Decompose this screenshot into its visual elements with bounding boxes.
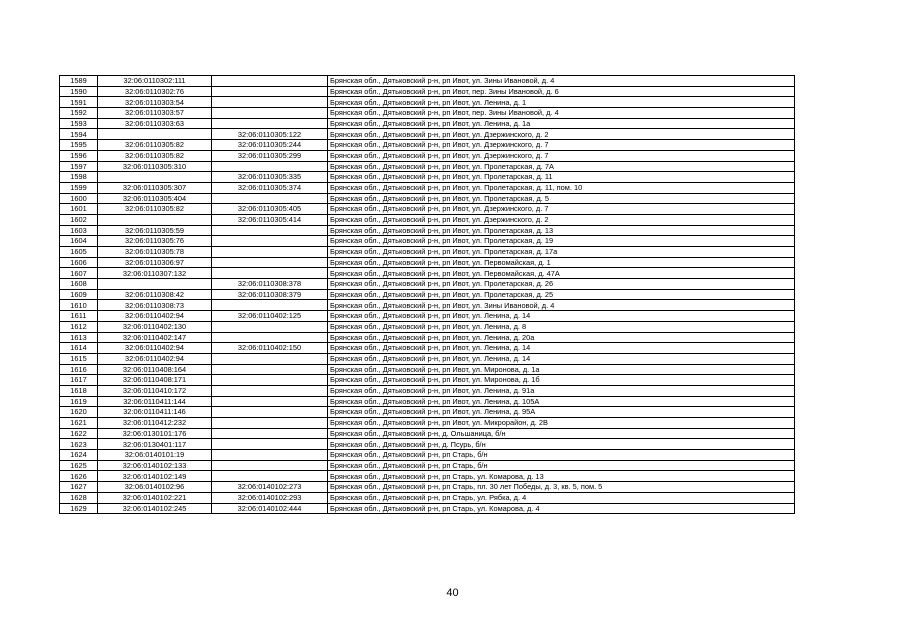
related-cadastral-number-cell bbox=[212, 407, 328, 418]
table-row bbox=[60, 418, 795, 429]
table-row bbox=[60, 129, 795, 140]
cadastral-number-cell: 32:06:0110305:78 bbox=[98, 247, 212, 258]
address-cell: Брянская обл., Дятьковский р-н, рп Ивот, ул. Пролетарская, д. 26 bbox=[328, 279, 795, 290]
table-row bbox=[60, 321, 795, 332]
table-row bbox=[60, 375, 795, 386]
table-row bbox=[60, 108, 795, 119]
cadastral-number-cell: 32:06:0110303:57 bbox=[98, 108, 212, 119]
address-cell: Брянская обл., Дятьковский р-н, рп Ивот, ул. Ленина, д. 95А bbox=[328, 407, 795, 418]
related-cadastral-number-cell bbox=[212, 193, 328, 204]
address-cell: Брянская обл., Дятьковский р-н, д. Псурь, б/н bbox=[328, 439, 795, 450]
related-cadastral-number-cell bbox=[212, 161, 328, 172]
related-cadastral-number-cell bbox=[212, 118, 328, 129]
related-cadastral-number-cell bbox=[212, 76, 328, 87]
address-cell: Брянская обл., Дятьковский р-н, рп Ивот, ул. Ленина, д. 1а bbox=[328, 118, 795, 129]
related-cadastral-number-cell bbox=[212, 247, 328, 258]
address-cell: Брянская обл., Дятьковский р-н, рп Ивот, ул. Пролетарская, д. 5 bbox=[328, 193, 795, 204]
table-row bbox=[60, 471, 795, 482]
address-cell: Брянская обл., Дятьковский р-н, рп Старь, б/н bbox=[328, 460, 795, 471]
address-cell: Брянская обл., Дятьковский р-н, рп Ивот, ул. Ленина, д. 14 bbox=[328, 343, 795, 354]
table-row bbox=[60, 343, 795, 354]
cadastral-number-cell: 32:06:0110305:76 bbox=[98, 236, 212, 247]
related-cadastral-number-cell bbox=[212, 225, 328, 236]
address-cell: Брянская обл., Дятьковский р-н, рп Ивот, ул. Зины Ивановой, д. 4 bbox=[328, 76, 795, 87]
related-cadastral-number-cell bbox=[212, 375, 328, 386]
cadastral-number-cell: 32:06:0140102:149 bbox=[98, 471, 212, 482]
related-cadastral-number-cell: 32:06:0110305:374 bbox=[212, 182, 328, 193]
address-cell: Брянская обл., Дятьковский р-н, рп Ивот, ул. Пролетарская, д. 25 bbox=[328, 289, 795, 300]
address-cell: Брянская обл., Дятьковский р-н, рп Ивот, ул. Пролетарская, д. 7А bbox=[328, 161, 795, 172]
row-number-cell: 1595 bbox=[60, 140, 98, 151]
cadastral-number-cell: 32:06:0110402:94 bbox=[98, 311, 212, 322]
related-cadastral-number-cell: 32:06:0110305:122 bbox=[212, 129, 328, 140]
row-number-cell: 1621 bbox=[60, 418, 98, 429]
row-number-cell: 1592 bbox=[60, 108, 98, 119]
address-cell: Брянская обл., Дятьковский р-н, рп Ивот, пер. Зины Ивановой, д. 6 bbox=[328, 86, 795, 97]
address-cell: Брянская обл., Дятьковский р-н, рп Ивот, пер. Зины Ивановой, д. 4 bbox=[328, 108, 795, 119]
address-cell: Брянская обл., Дятьковский р-н, рп Ивот, ул. Дзержинского, д. 7 bbox=[328, 204, 795, 215]
row-number-cell: 1625 bbox=[60, 460, 98, 471]
table-row bbox=[60, 225, 795, 236]
address-cell: Брянская обл., Дятьковский р-н, рп Ивот, ул. Дзержинского, д. 2 bbox=[328, 214, 795, 225]
table-row bbox=[60, 364, 795, 375]
related-cadastral-number-cell: 32:06:0110402:150 bbox=[212, 343, 328, 354]
table-row bbox=[60, 492, 795, 503]
cadastral-number-cell: 32:06:0140102:245 bbox=[98, 503, 212, 514]
row-number-cell: 1602 bbox=[60, 214, 98, 225]
cadastral-number-cell: 32:06:0110412:232 bbox=[98, 418, 212, 429]
row-number-cell: 1629 bbox=[60, 503, 98, 514]
row-number-cell: 1610 bbox=[60, 300, 98, 311]
table-row bbox=[60, 86, 795, 97]
row-number-cell: 1613 bbox=[60, 332, 98, 343]
cadastral-number-cell: 32:06:0130401:117 bbox=[98, 439, 212, 450]
row-number-cell: 1606 bbox=[60, 257, 98, 268]
related-cadastral-number-cell bbox=[212, 332, 328, 343]
row-number-cell: 1593 bbox=[60, 118, 98, 129]
cadastral-number-cell: 32:06:0110305:82 bbox=[98, 140, 212, 151]
table-row bbox=[60, 279, 795, 290]
cadastral-number-cell: 32:06:0110305:82 bbox=[98, 150, 212, 161]
cadastral-number-cell: 32:06:0110402:94 bbox=[98, 353, 212, 364]
address-cell: Брянская обл., Дятьковский р-н, рп Ивот, ул. Пролетарская, д. 19 bbox=[328, 236, 795, 247]
table-row bbox=[60, 97, 795, 108]
table-row bbox=[60, 76, 795, 87]
table-row bbox=[60, 161, 795, 172]
table-row bbox=[60, 482, 795, 493]
table-row bbox=[60, 300, 795, 311]
cadastral-number-cell: 32:06:0110303:63 bbox=[98, 118, 212, 129]
cadastral-number-cell bbox=[98, 214, 212, 225]
related-cadastral-number-cell bbox=[212, 364, 328, 375]
address-cell: Брянская обл., Дятьковский р-н, рп Старь, б/н bbox=[328, 450, 795, 461]
related-cadastral-number-cell bbox=[212, 396, 328, 407]
row-number-cell: 1599 bbox=[60, 182, 98, 193]
table-row bbox=[60, 236, 795, 247]
cadastral-number-cell: 32:06:0110305:307 bbox=[98, 182, 212, 193]
row-number-cell: 1607 bbox=[60, 268, 98, 279]
row-number-cell: 1626 bbox=[60, 471, 98, 482]
table-row bbox=[60, 407, 795, 418]
related-cadastral-number-cell: 32:06:0110308:378 bbox=[212, 279, 328, 290]
related-cadastral-number-cell bbox=[212, 257, 328, 268]
cadastral-number-cell: 32:06:0130101:176 bbox=[98, 428, 212, 439]
cadastral-number-cell: 32:06:0110305:404 bbox=[98, 193, 212, 204]
address-cell: Брянская обл., Дятьковский р-н, рп Ивот, ул. Первомайская, д. 47А bbox=[328, 268, 795, 279]
table-row bbox=[60, 193, 795, 204]
table-row bbox=[60, 311, 795, 322]
address-cell: Брянская обл., Дятьковский р-н, рп Старь, ул. Комарова, д. 4 bbox=[328, 503, 795, 514]
cadastral-number-cell: 32:06:0110305:59 bbox=[98, 225, 212, 236]
cadastral-number-cell: 32:06:0110402:130 bbox=[98, 321, 212, 332]
related-cadastral-number-cell: 32:06:0140102:444 bbox=[212, 503, 328, 514]
cadastral-number-cell: 32:06:0140102:133 bbox=[98, 460, 212, 471]
property-table-body bbox=[60, 76, 795, 514]
address-cell: Брянская обл., Дятьковский р-н, д. Ольшаница, б/н bbox=[328, 428, 795, 439]
row-number-cell: 1591 bbox=[60, 97, 98, 108]
table-row bbox=[60, 385, 795, 396]
row-number-cell: 1612 bbox=[60, 321, 98, 332]
address-cell: Брянская обл., Дятьковский р-н, рп Ивот, ул. Миронова, д. 1а bbox=[328, 364, 795, 375]
row-number-cell: 1603 bbox=[60, 225, 98, 236]
related-cadastral-number-cell bbox=[212, 471, 328, 482]
related-cadastral-number-cell bbox=[212, 86, 328, 97]
related-cadastral-number-cell bbox=[212, 321, 328, 332]
related-cadastral-number-cell bbox=[212, 439, 328, 450]
related-cadastral-number-cell bbox=[212, 97, 328, 108]
cadastral-number-cell: 32:06:0110307:132 bbox=[98, 268, 212, 279]
row-number-cell: 1605 bbox=[60, 247, 98, 258]
cadastral-number-cell: 32:06:0110408:171 bbox=[98, 375, 212, 386]
cadastral-number-cell: 32:06:0110306:97 bbox=[98, 257, 212, 268]
address-cell: Брянская обл., Дятьковский р-н, рп Ивот, ул. Дзержинского, д. 2 bbox=[328, 129, 795, 140]
table-row bbox=[60, 428, 795, 439]
cadastral-number-cell: 32:06:0110305:82 bbox=[98, 204, 212, 215]
cadastral-number-cell bbox=[98, 129, 212, 140]
cadastral-number-cell: 32:06:0110411:146 bbox=[98, 407, 212, 418]
address-cell: Брянская обл., Дятьковский р-н, рп Ивот, ул. Ленина, д. 8 bbox=[328, 321, 795, 332]
row-number-cell: 1618 bbox=[60, 385, 98, 396]
related-cadastral-number-cell: 32:06:0140102:273 bbox=[212, 482, 328, 493]
table-row bbox=[60, 214, 795, 225]
table-row bbox=[60, 247, 795, 258]
address-cell: Брянская обл., Дятьковский р-н, рп Ивот, ул. Ленина, д. 14 bbox=[328, 353, 795, 364]
row-number-cell: 1616 bbox=[60, 364, 98, 375]
address-cell: Брянская обл., Дятьковский р-н, рп Ивот, ул. Пролетарская, д. 17а bbox=[328, 247, 795, 258]
row-number-cell: 1609 bbox=[60, 289, 98, 300]
related-cadastral-number-cell: 32:06:0110305:405 bbox=[212, 204, 328, 215]
table-row bbox=[60, 396, 795, 407]
table-row bbox=[60, 289, 795, 300]
row-number-cell: 1600 bbox=[60, 193, 98, 204]
row-number-cell: 1628 bbox=[60, 492, 98, 503]
cadastral-number-cell: 32:06:0110402:94 bbox=[98, 343, 212, 354]
cadastral-number-cell: 32:06:0110303:54 bbox=[98, 97, 212, 108]
row-number-cell: 1597 bbox=[60, 161, 98, 172]
address-cell: Брянская обл., Дятьковский р-н, рп Старь, ул. Комарова, д. 13 bbox=[328, 471, 795, 482]
related-cadastral-number-cell: 32:06:0140102:293 bbox=[212, 492, 328, 503]
row-number-cell: 1604 bbox=[60, 236, 98, 247]
row-number-cell: 1596 bbox=[60, 150, 98, 161]
related-cadastral-number-cell bbox=[212, 418, 328, 429]
related-cadastral-number-cell bbox=[212, 460, 328, 471]
related-cadastral-number-cell: 32:06:0110308:379 bbox=[212, 289, 328, 300]
table-row bbox=[60, 268, 795, 279]
table-row bbox=[60, 353, 795, 364]
address-cell: Брянская обл., Дятьковский р-н, рп Ивот, ул. Дзержинского, д. 7 bbox=[328, 150, 795, 161]
row-number-cell: 1589 bbox=[60, 76, 98, 87]
table-row bbox=[60, 332, 795, 343]
table-row bbox=[60, 140, 795, 151]
related-cadastral-number-cell bbox=[212, 450, 328, 461]
cadastral-number-cell: 32:06:0110305:310 bbox=[98, 161, 212, 172]
related-cadastral-number-cell: 32:06:0110305:244 bbox=[212, 140, 328, 151]
cadastral-number-cell: 32:06:0140102:96 bbox=[98, 482, 212, 493]
row-number-cell: 1620 bbox=[60, 407, 98, 418]
row-number-cell: 1627 bbox=[60, 482, 98, 493]
related-cadastral-number-cell bbox=[212, 385, 328, 396]
table-row bbox=[60, 257, 795, 268]
row-number-cell: 1611 bbox=[60, 311, 98, 322]
table-row bbox=[60, 439, 795, 450]
address-cell: Брянская обл., Дятьковский р-н, рп Ивот, ул. Ленина, д. 14 bbox=[328, 311, 795, 322]
related-cadastral-number-cell bbox=[212, 236, 328, 247]
page-number: 40 bbox=[446, 587, 459, 599]
address-cell: Брянская обл., Дятьковский р-н, рп Старь, пл. 30 лет Победы, д. 3, кв. 5, пом. 5 bbox=[328, 482, 795, 493]
address-cell: Брянская обл., Дятьковский р-н, рп Ивот, ул. Пролетарская, д. 11 bbox=[328, 172, 795, 183]
cadastral-number-cell: 32:06:0110308:42 bbox=[98, 289, 212, 300]
table-row bbox=[60, 503, 795, 514]
address-cell: Брянская обл., Дятьковский р-н, рп Ивот, ул. Ленина, д. 1 bbox=[328, 97, 795, 108]
address-cell: Брянская обл., Дятьковский р-н, рп Старь, ул. Рябка, д. 4 bbox=[328, 492, 795, 503]
row-number-cell: 1614 bbox=[60, 343, 98, 354]
related-cadastral-number-cell bbox=[212, 353, 328, 364]
address-cell: Брянская обл., Дятьковский р-н, рп Ивот, ул. Ленина, д. 105А bbox=[328, 396, 795, 407]
address-cell: Брянская обл., Дятьковский р-н, рп Ивот, ул. Микрорайон, д. 2В bbox=[328, 418, 795, 429]
related-cadastral-number-cell: 32:06:0110305:335 bbox=[212, 172, 328, 183]
related-cadastral-number-cell: 32:06:0110402:125 bbox=[212, 311, 328, 322]
related-cadastral-number-cell bbox=[212, 428, 328, 439]
address-cell: Брянская обл., Дятьковский р-н, рп Ивот, ул. Ленина, д. 20а bbox=[328, 332, 795, 343]
related-cadastral-number-cell: 32:06:0110305:414 bbox=[212, 214, 328, 225]
row-number-cell: 1598 bbox=[60, 172, 98, 183]
address-cell: Брянская обл., Дятьковский р-н, рп Ивот, ул. Пролетарская, д. 13 bbox=[328, 225, 795, 236]
cadastral-number-cell: 32:06:0110411:144 bbox=[98, 396, 212, 407]
property-table bbox=[59, 75, 795, 514]
row-number-cell: 1615 bbox=[60, 353, 98, 364]
table-row bbox=[60, 150, 795, 161]
table-row bbox=[60, 450, 795, 461]
address-cell: Брянская обл., Дятьковский р-н, рп Ивот, ул. Миронова, д. 1б bbox=[328, 375, 795, 386]
cadastral-number-cell: 32:06:0140101:19 bbox=[98, 450, 212, 461]
related-cadastral-number-cell bbox=[212, 300, 328, 311]
row-number-cell: 1624 bbox=[60, 450, 98, 461]
address-cell: Брянская обл., Дятьковский р-н, рп Ивот, ул. Первомайская, д. 1 bbox=[328, 257, 795, 268]
cadastral-number-cell: 32:06:0110402:147 bbox=[98, 332, 212, 343]
row-number-cell: 1601 bbox=[60, 204, 98, 215]
table-row bbox=[60, 172, 795, 183]
row-number-cell: 1619 bbox=[60, 396, 98, 407]
row-number-cell: 1590 bbox=[60, 86, 98, 97]
address-cell: Брянская обл., Дятьковский р-н, рп Ивот, ул. Зины Ивановой, д. 4 bbox=[328, 300, 795, 311]
table-row bbox=[60, 460, 795, 471]
cadastral-number-cell bbox=[98, 172, 212, 183]
row-number-cell: 1622 bbox=[60, 428, 98, 439]
address-cell: Брянская обл., Дятьковский р-н, рп Ивот, ул. Пролетарская, д. 11, пом. 10 bbox=[328, 182, 795, 193]
cadastral-number-cell: 32:06:0110408:164 bbox=[98, 364, 212, 375]
address-cell: Брянская обл., Дятьковский р-н, рп Ивот, ул. Ленина, д. 91а bbox=[328, 385, 795, 396]
row-number-cell: 1623 bbox=[60, 439, 98, 450]
row-number-cell: 1608 bbox=[60, 279, 98, 290]
row-number-cell: 1617 bbox=[60, 375, 98, 386]
cadastral-number-cell: 32:06:0110308:73 bbox=[98, 300, 212, 311]
table-row bbox=[60, 182, 795, 193]
related-cadastral-number-cell bbox=[212, 268, 328, 279]
related-cadastral-number-cell: 32:06:0110305:299 bbox=[212, 150, 328, 161]
row-number-cell: 1594 bbox=[60, 129, 98, 140]
cadastral-number-cell: 32:06:0110302:111 bbox=[98, 76, 212, 87]
cadastral-number-cell: 32:06:0140102:221 bbox=[98, 492, 212, 503]
table-row bbox=[60, 118, 795, 129]
cadastral-number-cell bbox=[98, 279, 212, 290]
table-row bbox=[60, 204, 795, 215]
cadastral-number-cell: 32:06:0110410:172 bbox=[98, 385, 212, 396]
cadastral-number-cell: 32:06:0110302:76 bbox=[98, 86, 212, 97]
address-cell: Брянская обл., Дятьковский р-н, рп Ивот, ул. Дзержинского, д. 7 bbox=[328, 140, 795, 151]
related-cadastral-number-cell bbox=[212, 108, 328, 119]
